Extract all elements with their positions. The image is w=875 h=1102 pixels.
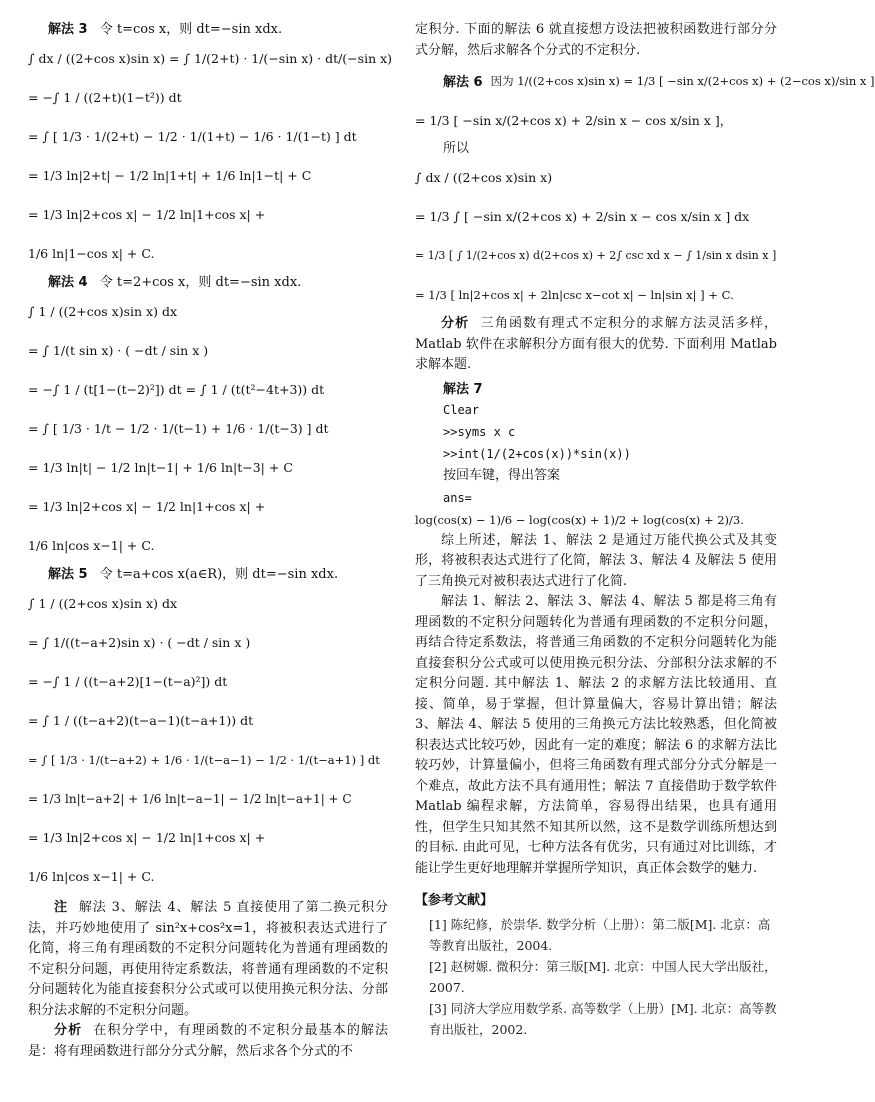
code-line-ans: ans=	[443, 490, 472, 505]
note-text: 解法 3、解法 4、解法 5 直接使用了第二换元积分法，并巧妙地使用了 sin²x+cos²x=1，将被积表达式进行了化简，将三角有理函数的不定积分问题转化为普通有理函数的不定积分问题，再使用待定系数法，将普通有理函数的不定积分问题转化为能直接套积分公式或可以使用换元积分法、分部积分法求解的不定积分问题。	[28, 900, 388, 1018]
m3-eq3: = ∫ [ 1/3 · 1/(2+t) − 1/2 · 1/(1+t) − 1/6 · 1/(1−t) ] dt	[28, 129, 357, 144]
summary-paragraph-2: 解法 1、解法 2、解法 3、解法 4、解法 5 都是将三角有理函数的不定积分问题转化为普通有理函数的不定积分问题，再结合待定系数法，将普通三角函数的不定积分问题转化为能直接套积分公式或可以使用换元积分法、分部积分法求解的不定积分问题. 其中解法 1、解法 2 的求解方法比较通用、直接、简单，易于掌握，但计算量偏大，容易计算出错；解法 3、解法 4、解法 5 使用的三角换元方法比较熟悉，但化简被积表达式比较巧妙，因此有一定的难度；解法 6 的求解方法比较巧妙，计算量偏小，但将三角函数有理式部分分式分解是一个难点，故此方法不具有通用性；解法 7 直接借助于数学软件 Matlab 编程求解，方法简单，容易得出结果，也具有通用性，但学生只知其然不知其所以然，这不是数学训练所想达到的目标. 由此可见，七种方法各有优劣，只有通过对比训练，才能让学生更好地理解并掌握所学知识，真正体会数学的魅力.	[415, 594, 777, 876]
m3-eq2: = −∫ 1 / ((2+t)(1−t²)) dt	[28, 90, 182, 105]
code-result: log(cos(x) − 1)/6 − log(cos(x) + 1)/2 + log(cos(x) + 2)/3.	[415, 512, 744, 527]
m6-eq3: = 1/3 ∫ [ −sin x/(2+cos x) + 2/sin x − cos x/sin x ] dx	[415, 209, 750, 224]
summary-paragraph-1: 综上所述，解法 1、解法 2 是通过万能代换公式及其变形，将被积表达式进行了化简，解法 3、解法 4 及解法 5 使用了三角换元对被积表达式进行了化简.	[415, 532, 777, 589]
continued-paragraph: 定积分. 下面的解法 6 就直接想方设法把被积函数进行部分分式分解，然后求解各个分式的不定积分.	[415, 22, 777, 58]
analysis2-label: 分析	[441, 316, 470, 331]
right-column	[415, 20, 875, 1040]
method3-heading	[28, 20, 388, 39]
m6-eq1: = 1/3 [ −sin x/(2+cos x) + 2/sin x − cos x/sin x ]，	[415, 112, 733, 128]
method7-title: 解法 7	[443, 381, 483, 397]
method5-heading	[28, 565, 388, 584]
code-line-3: >>int(1/(2+cos(x))*sin(x))	[443, 446, 631, 461]
m6-eq4: = 1/3 [ ∫ 1/(2+cos x) d(2+cos x) + 2∫ csc xd x − ∫ 1/sin x dsin x ]	[415, 249, 777, 262]
method4-substitution: 令 t=2+cos x，则 dt=−sin xdx.	[99, 275, 302, 290]
m5-eq1: ∫ 1 / ((2+cos x)sin x) dx	[28, 596, 178, 611]
method3-title: 解法 3	[48, 22, 88, 37]
m3-eq1: ∫ dx / ((2+cos x)sin x) = ∫ 1/(2+t) · 1/(−sin x) · dt/(−sin x)	[28, 51, 393, 66]
analysis-text: 在积分学中，有理函数的不定积分最基本的解法是：将有理函数进行部分分式分解，然后求各个分式的不	[28, 1023, 388, 1059]
m3-eq4: = 1/3 ln|2+t| − 1/2 ln|1+t| + 1/6 ln|1−t| + C	[28, 168, 312, 183]
note-label: 注	[54, 900, 68, 915]
references-title: 【参考文献】	[415, 893, 494, 908]
method3-substitution: 令 t=cos x，则 dt=−sin xdx.	[99, 22, 283, 37]
analysis2-paragraph	[415, 314, 777, 376]
m4-eq3: = −∫ 1 / (t[1−(t−2)²]) dt = ∫ 1 / (t(t²−4t+3)) dt	[28, 382, 325, 397]
reference-2: [2] 赵树嫄. 微积分：第三版[M]. 北京：中国人民大学出版社，2007.	[429, 959, 777, 995]
m3-eq5: = 1/3 ln|2+cos x| − 1/2 ln|1+cos x| +	[28, 207, 266, 222]
method5-substitution: 令 t=a+cos x(a∈R)，则 dt=−sin xdx.	[99, 567, 339, 582]
code-line-1: Clear	[443, 402, 480, 417]
note-paragraph	[28, 898, 388, 1021]
m4-eq4: = ∫ [ 1/3 · 1/t − 1/2 · 1/(t−1) + 1/6 · 1/(t−3) ] dt	[28, 421, 329, 436]
m3-eq6: 1/6 ln|1−cos x| + C.	[28, 246, 155, 261]
left-column	[28, 20, 393, 1062]
reference-3: [3] 同济大学应用数学系. 高等数学（上册）[M]. 北京：高等教育出版社，2002.	[429, 1001, 777, 1037]
m5-eq5: = ∫ [ 1/3 · 1/(t−a+2) + 1/6 · 1/(t−a−1) − 1/2 · 1/(t−a+1) ] dt	[28, 752, 380, 767]
m4-eq1: ∫ 1 / ((2+cos x)sin x) dx	[28, 304, 178, 319]
method6-title: 解法 6	[443, 75, 483, 90]
code-instruction: 按回车键，得出答案	[443, 467, 561, 483]
method4-title: 解法 4	[48, 275, 88, 290]
m5-eq3: = −∫ 1 / ((t−a+2)[1−(t−a)²]) dt	[28, 674, 228, 689]
m6-eq2: ∫ dx / ((2+cos x)sin x)	[415, 170, 553, 185]
analysis2-text: 三角函数有理式不定积分的求解方法灵活多样，Matlab 软件在求解积分方面有很大的优势. 下面利用 Matlab 求解本题.	[415, 316, 777, 372]
reference-1: [1] 陈纪修，於崇华. 数学分析（上册）：第二版[M]. 北京：高等教育出版社，2004.	[429, 917, 771, 953]
method5-title: 解法 5	[48, 567, 88, 582]
method7-heading	[415, 380, 777, 399]
m4-eq5: = 1/3 ln|t| − 1/2 ln|t−1| + 1/6 ln|t−3| + C	[28, 460, 293, 475]
m6-therefore: 所以	[443, 141, 470, 156]
method4-heading	[28, 273, 388, 292]
code-line-2: >>syms x c	[443, 424, 516, 439]
m4-eq7: 1/6 ln|cos x−1| + C.	[28, 538, 155, 553]
m5-eq2: = ∫ 1/((t−a+2)sin x) · ( −dt / sin x )	[28, 635, 251, 650]
m5-eq4: = ∫ 1 / ((t−a+2)(t−a−1)(t−a+1)) dt	[28, 713, 254, 728]
analysis-label: 分析	[54, 1023, 83, 1038]
m4-eq6: = 1/3 ln|2+cos x| − 1/2 ln|1+cos x| +	[28, 499, 266, 514]
m5-eq7: = 1/3 ln|2+cos x| − 1/2 ln|1+cos x| +	[28, 830, 266, 845]
m5-eq6: = 1/3 ln|t−a+2| + 1/6 ln|t−a−1| − 1/2 ln|t−a+1| + C	[28, 791, 352, 806]
analysis-paragraph	[28, 1021, 388, 1062]
method6-heading	[415, 61, 875, 100]
m6-eq5: = 1/3 [ ln|2+cos x| + 2ln|csc x−cot x| − ln|sin x| ] + C.	[415, 287, 734, 302]
m4-eq2: = ∫ 1/(t sin x) · ( −dt / sin x )	[28, 343, 209, 358]
m5-eq8: 1/6 ln|cos x−1| + C.	[28, 869, 155, 884]
method6-premise: 因为 1/((2+cos x)sin x) = 1/3 [ −sin x/(2+cos x) + (2−cos x)/sin x ]	[490, 73, 875, 88]
